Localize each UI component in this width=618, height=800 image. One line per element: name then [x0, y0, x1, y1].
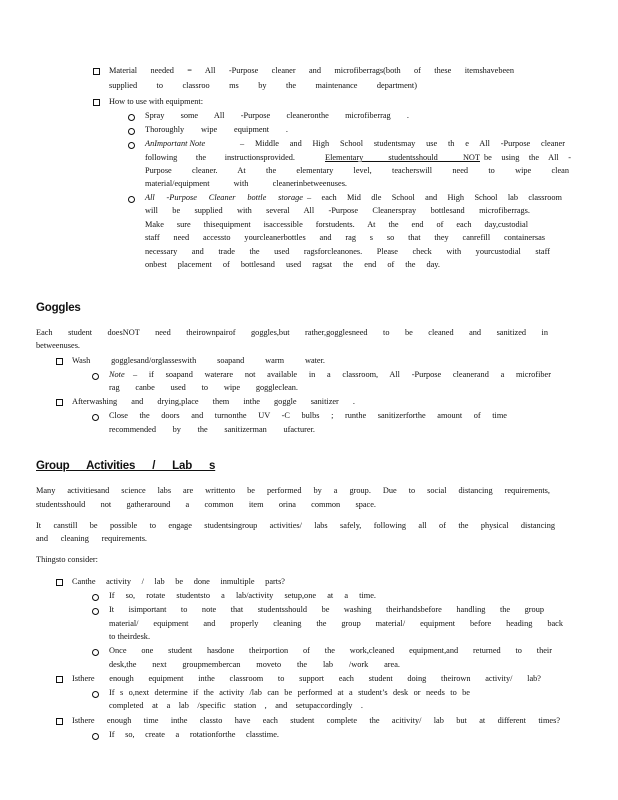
group-activities-heading: Group Activities / Lab s [36, 460, 216, 472]
question-enough-equipment: Isthere enough equipment inthe classroom to support each student doing theirown activity/ lab? [72, 674, 541, 683]
bottle-storage-line-1: – each Mid dle School and High School lab classroom [307, 193, 562, 202]
important-note-label: AnImportant Note [145, 139, 206, 148]
square-bullet-icon [56, 674, 63, 687]
circle-bullet-icon [92, 647, 99, 660]
bottle-storage-label: All -Purpose Cleaner bottle storage [145, 193, 303, 202]
bottle-storage-line-3: Make sure thisequipment isaccessible forstudents. At the end of each day,custodial [145, 220, 528, 229]
bottle-storage-line-4: staff need accessto yourcleanerbottles and rag s so that they canrefill containersas [145, 233, 545, 242]
square-bullet-icon [93, 66, 100, 79]
once-done-line-2: desk,the next groupmembercan moveto the lab /work area. [109, 660, 400, 669]
material-needed-line: Material needed = All -Purpose cleaner and microfiberrags(both of these itemshavebeen [109, 66, 514, 75]
group-paragraph-2-line-2: and cleaning requirements. [36, 534, 147, 543]
group-paragraph-1-line-2: studentsshould not gatheraround a common item orina common space. [36, 500, 376, 509]
rotate-students-item: If so, rotate studentsto a lab/activity setup,one at a time. [109, 591, 376, 600]
bottle-storage-line-2: will be supplied with several All -Purpose Cleanerspray bottlesand microfiberrags. [145, 206, 530, 215]
square-bullet-icon [56, 356, 63, 369]
wash-hands-line-3: to theirdesk. [109, 632, 151, 641]
wash-hands-line-1: It isimportant to note that studentsshould be washing theirhandsbefore handling the group [109, 605, 544, 614]
important-note-emphasis: Elementary studentsshould NOT [325, 153, 480, 162]
square-bullet-icon [56, 397, 63, 410]
circle-bullet-icon [92, 731, 99, 744]
uv-sanitizer-line-1: Close the doors and turnonthe UV -C bulbs ; runthe sanitizerforthe amount of time [109, 411, 507, 420]
how-to-use-heading: How to use with equipment: [109, 97, 204, 106]
question-enough-time: Isthere enough time inthe classto have each student complete the acitivity/ lab but at different times? [72, 716, 560, 725]
spray-step: Spray some All -Purpose cleaneronthe microfiberrag . [145, 111, 409, 120]
circle-bullet-icon [128, 126, 135, 139]
circle-bullet-icon [92, 689, 99, 702]
square-bullet-icon [56, 716, 63, 729]
wipe-step: Thoroughly wipe equipment . [145, 125, 288, 134]
once-done-line-1: Once one student hasdone theirportion of the work,cleaned equipment,and returned to their [109, 646, 552, 655]
bottle-storage-line-5: necessary and trade the used ragsforcleanones. Please check with yourcustodial staff [145, 247, 550, 256]
important-note-line-3: Purpose cleaner. At the elementary level, teacherswill need to wipe clean [145, 166, 569, 175]
important-note-line-4: material/equipment with cleanerinbetweenuses. [145, 179, 347, 188]
square-bullet-icon [93, 97, 100, 110]
group-paragraph-2-line-1: It canstill be possible to engage studentsingroup activities/ labs safely, following all of the physical distancing [36, 521, 555, 530]
circle-bullet-icon [128, 194, 135, 207]
goggles-note-line-2: rag canbe used to wipe goggleclean. [109, 383, 298, 392]
important-note-line-2a: following the instructionsprovided. [145, 153, 295, 162]
goggles-intro-line-2: betweenuses. [36, 341, 81, 350]
goggles-heading: Goggles [36, 302, 81, 314]
goggles-note-line-1: – if soapand waterare not available in a classroom, All -Purpose cleanerand a microfiber [133, 370, 551, 379]
material-needed-line-2: supplied to classroo ms by the maintenance department) [109, 81, 417, 90]
circle-bullet-icon [128, 112, 135, 125]
question-multiple-parts: Canthe activity / lab be done inmultiple parts? [72, 577, 285, 586]
uv-sanitizer-line-2: recommended by the sanitizerman ufacturer. [109, 425, 315, 434]
square-bullet-icon [56, 577, 63, 590]
after-washing-step: Afterwashing and drying,place them inthe goggle sanitizer . [72, 397, 355, 406]
wash-goggles-step: Wash gogglesand/orglasseswith soapand warm water. [72, 356, 325, 365]
things-to-consider: Thingsto consider: [36, 555, 98, 564]
wash-hands-line-2: material/ equipment and properly cleaning the group material/ equipment before heading back [109, 619, 563, 628]
goggles-intro-line-1: Each student doesNOT need theirownpairof goggles,but rather,gogglesneed to be cleaned and sanitized in [36, 328, 548, 337]
circle-bullet-icon [92, 371, 99, 384]
student-desk-line-1: If s o,next determine if the activity /lab can be performed at a student’s desk or needs to be [109, 688, 470, 697]
rotation-item: If so, create a rotationforthe classtime. [109, 730, 279, 739]
circle-bullet-icon [92, 592, 99, 605]
goggles-note-label: Note [109, 370, 125, 379]
student-desk-line-2: completed at a lab /specific station , and setupaccordingly . [109, 701, 363, 710]
important-note-line-2c: be using the All - [484, 153, 571, 162]
circle-bullet-icon [92, 412, 99, 425]
bottle-storage-line-6: onbest placement of bottlesand used ragsat the end of the day. [145, 260, 440, 269]
important-note-line-1: – Middle and High School studentsmay use th e All -Purpose cleaner [240, 139, 565, 148]
circle-bullet-icon [92, 606, 99, 619]
group-paragraph-1-line-1: Many activitiesand science labs are writtento be performed by a group. Due to social distancing requirements, [36, 486, 550, 495]
circle-bullet-icon [128, 140, 135, 153]
